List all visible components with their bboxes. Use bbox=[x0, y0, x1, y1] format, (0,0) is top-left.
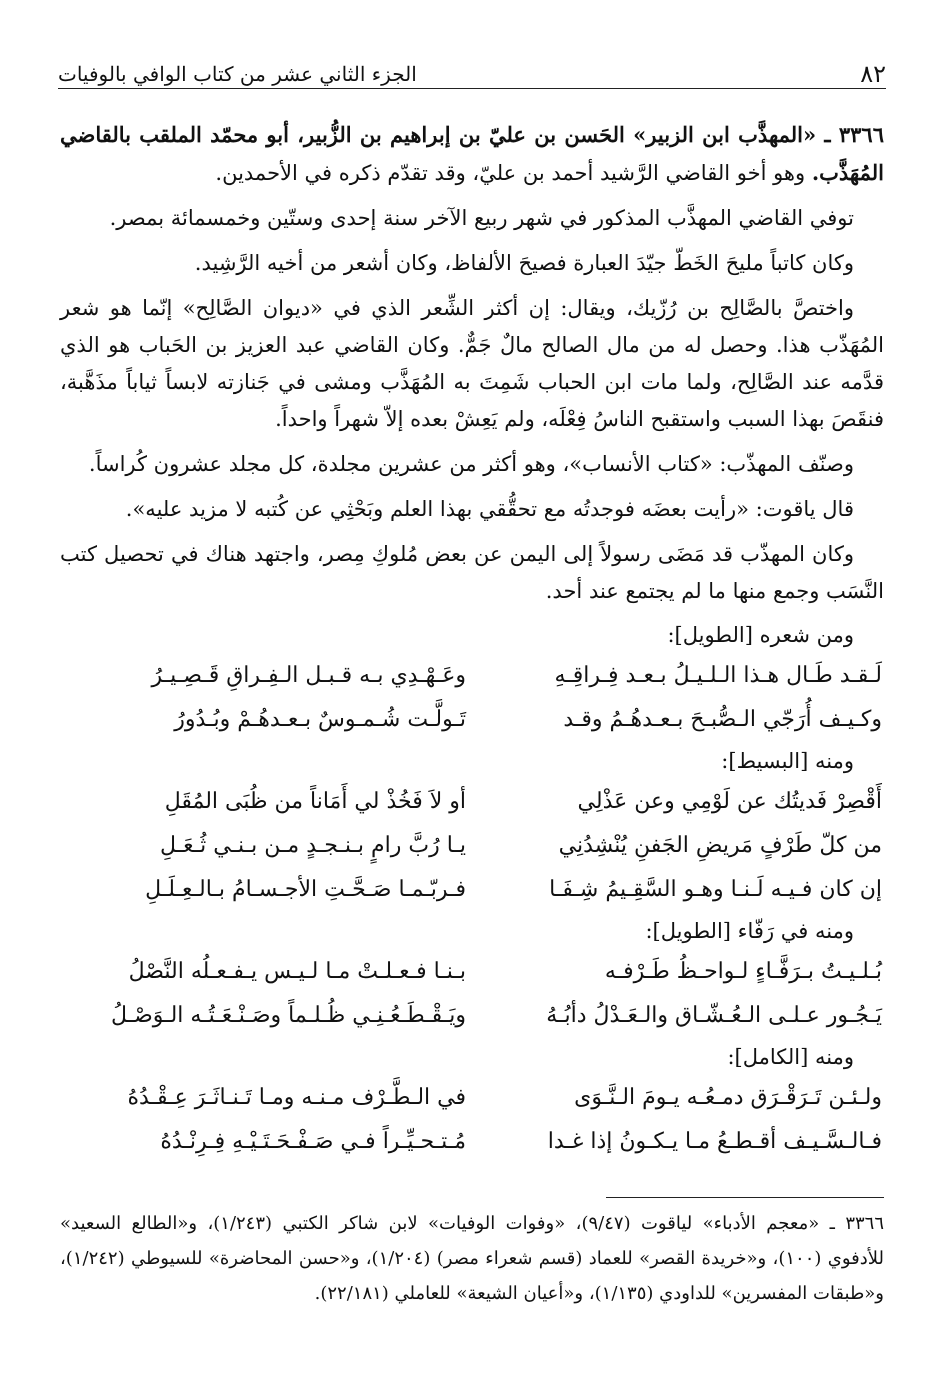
verse-first-hemistich: إن كان فـيـه لَـنـا وهـو السَّقِـيمُ شِـفَـا bbox=[549, 877, 882, 902]
paragraph-calligraphy: وكان كاتباً مليحَ الخَطّ جيّدَ العبارة فصيحَ الألفاظ، وكان أشعر من أخيه الرَّشِيد. bbox=[194, 251, 854, 275]
entry-heading-continuation: وهو أخو القاضي الرَّشيد أحمد بن عليّ، وقد تقدّم ذكره في الأحمدين. bbox=[215, 161, 812, 185]
verse-line bbox=[60, 780, 884, 824]
paragraph-death: توفي القاضي المهذَّب المذكور في شهر ربيع الآخر سنة إحدى وستّين وخمسمائة بمصر. bbox=[109, 206, 854, 230]
verse-first-hemistich: وكـيـف أُرَجّي الـصُّبـحَ بـعـدهُـمُ وقـد bbox=[563, 707, 882, 732]
poem-intro: ومنه في رَفّاء [الطويل]: bbox=[645, 919, 854, 943]
verse-line bbox=[60, 950, 884, 994]
verse-second-hemistich: وعَـهْـدِي بـه قـبـل الـفِـراقِ قَـصِـيـرُ bbox=[151, 663, 466, 688]
paragraph-yaqut-quote: قال ياقوت: «رأيت بعضَه فوجدتُه مع تحقُّقي بهذا العلم وبَحْثِي عن كُتبه لا مزيد عليه». bbox=[125, 497, 854, 521]
verse-line bbox=[60, 824, 884, 868]
poem-intro: ومنه [البسيط]: bbox=[721, 749, 854, 773]
verse-first-hemistich: أَقْصِرْ فَديتُك عن لَوْمِي وعن عَذْلِي bbox=[577, 789, 882, 814]
page-header bbox=[58, 48, 886, 89]
page-body bbox=[60, 116, 884, 1164]
poem-intro: ومن شعره [الطويل]: bbox=[667, 623, 854, 647]
entry-opening-paragraph bbox=[60, 116, 884, 192]
poem-2 bbox=[60, 744, 884, 912]
verse-second-hemistich: بـنـا فـعـلـتْ مـا لـيـس يـفـعـلُه النَّصْلُ bbox=[128, 959, 466, 984]
verse-first-hemistich: فـالـسَّـيـف أقـطـعُ مـا يـكـونُ إذا غـدا bbox=[547, 1129, 882, 1154]
poem-3 bbox=[60, 914, 884, 1038]
verse-second-hemistich: في الـطَّـرْف مـنـه ومـا تَـنـاثَـرَ عِـقْـدُهُ bbox=[127, 1085, 466, 1110]
verse-first-hemistich: ولـئـن تَـرَقْـرَق دمـعُـه يـومَ الـنَّـوَى bbox=[574, 1085, 882, 1110]
verse-line bbox=[60, 994, 884, 1038]
paragraph-yemen-mission: وكان المهذّب قد مَضَى رسولاً إلى اليمن عن بعض مُلوكِ مِصر، واجتهد هناك في تحصيل كتب النَّسَب وجمع منها ما لم يجتمع عند أحد. bbox=[60, 542, 884, 603]
page-number: ٨٢ bbox=[860, 60, 886, 88]
entry-heading: ٣٣٦٦ ـ «المهذَّب ابن الزبير» الحَسن بن عليّ بن إبراهيم بن الزُّبير، أبو محمّد الملقب بالقاضي المُهَذَّب. bbox=[60, 122, 884, 185]
verse-second-hemistich: يـا رُبَّ رامٍ بـنـجـدٍ مـن بـنـي ثُـعَـلِ bbox=[159, 833, 466, 858]
verse-second-hemistich: فـربّـمـا صَـحَّـتِ الأجـسـامُ بـالـعِـلَـلِ bbox=[145, 877, 466, 902]
verse-second-hemistich: ويَـقْـطَـعُـنِـي ظُـلـماً وصَـنْـعَـتُـه الـوَصْـلُ bbox=[110, 1003, 466, 1028]
poem-1 bbox=[60, 618, 884, 742]
footnote-divider bbox=[606, 1197, 884, 1198]
paragraph-al-salih: واختصَّ بالصَّالِح بن رُزّيك، ويقال: إن أكثر الشِّعر الذي في «ديوان الصَّالِح» إنّما هو شعر المُهَذّب هذا. وحصل له من مال الصالح مالٌ جَمٌّ. وكان القاضي عبد العزيز بن الحَباب هو الذي قدَّمه عند الصَّالِح، ولما مات ابن الحباب شَمِتَ به المُهَذَّب ومشى في جَنازته لابساً ثياباً مذَهَّبة، فنقَصَ بهذا السبب واستقبح الناسُ فِعْلَه، ولم يَعِشْ بعده إلاّ شهراً واحداً. bbox=[60, 296, 884, 431]
verse-line bbox=[60, 1120, 884, 1164]
verse-first-hemistich: من كلّ طَرْفٍ مَريضِ الجَفنِ يُنْشِدُنِي bbox=[558, 833, 882, 858]
verse-second-hemistich: تَـولَّـت شُـمـوسٌ بـعـدهُـمْ وبُـدُورُ bbox=[174, 707, 466, 732]
verse-first-hemistich: يَـجُـور عـلـى الـعُـشّـاق والـعَـدْلُ دأبُـهُ bbox=[546, 1003, 882, 1028]
verse-line bbox=[60, 1076, 884, 1120]
running-title: الجزء الثاني عشر من كتاب الوافي بالوفيات bbox=[58, 62, 417, 86]
footnote-sources: ٣٣٦٦ ـ «معجم الأدباء» لياقوت (٩/٤٧)، «وفوات الوفيات» لابن شاكر الكتبي (١/٢٤٣)، و«الطالع السعيد» للأدفوي (١٠٠)، و«خريدة القصر» للعماد (قسم شعراء مصر) (١/٢٠٤)، و«حسن المحاضرة» للسيوطي (١/٢٤٢)، و«طبقات المفسرين» للداودي (١/١٣٥)، و«أعيان الشيعة» للعاملي (٢٢/١٨١). bbox=[60, 1213, 885, 1304]
paragraph-book-of-genealogies: وصنّف المهذّب: «كتاب الأنساب»، وهو أكثر من عشرين مجلدة، كل مجلد عشرون كُراساً. bbox=[88, 452, 854, 476]
verse-second-hemistich: مُـتـحـيِّـراً فـي صَـفْـحَـتَـيْـهِ فِـرِنْـدُهُ bbox=[160, 1129, 466, 1154]
verse-line bbox=[60, 698, 884, 742]
poem-4 bbox=[60, 1040, 884, 1164]
poem-intro: ومنه [الكامل]: bbox=[727, 1045, 854, 1069]
verse-first-hemistich: بُـلـيـتُ بـرَفَّـاءٍ لـواحـظُ طَـرْفـه bbox=[604, 959, 882, 984]
verse-line bbox=[60, 654, 884, 698]
verse-first-hemistich: لَـقـد طَـال هـذا الـلـيـلُ بـعـد فِـراقِـهِ bbox=[554, 663, 882, 688]
verse-second-hemistich: أو لاَ فَخُذْ لي أَمَاناً من ظُبَى المُقَلِ bbox=[164, 789, 466, 814]
verse-line bbox=[60, 868, 884, 912]
